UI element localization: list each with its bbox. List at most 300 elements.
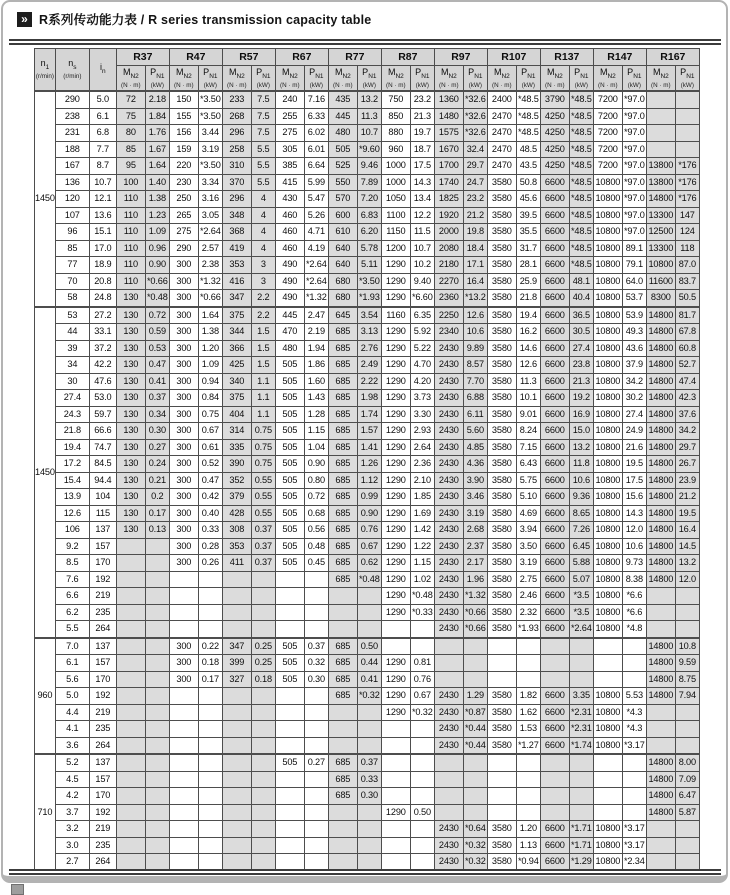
data-cell — [675, 837, 699, 854]
data-cell: *176 — [675, 191, 699, 208]
data-cell: 43.6 — [622, 340, 646, 357]
data-cell: 24.7 — [463, 174, 487, 191]
data-cell — [169, 588, 198, 605]
col-subheader-r67-pn1: $P_{N1}$ (kW) — [304, 66, 328, 92]
data-cell: 1.5 — [251, 357, 275, 374]
data-cell: 30.2 — [622, 390, 646, 407]
data-cell: *2.64 — [198, 224, 222, 241]
data-cell: 2180 — [434, 257, 463, 274]
data-cell: 0.75 — [251, 439, 275, 456]
data-cell: 0.13 — [145, 522, 169, 539]
data-cell: 300 — [169, 324, 198, 341]
data-cell: *3.17 — [622, 821, 646, 838]
data-cell: 480 — [328, 125, 357, 142]
data-cell: *1.71 — [569, 821, 593, 838]
data-cell: *2.31 — [569, 721, 593, 738]
ratio-cell: 8.7 — [89, 158, 116, 175]
data-cell: 404 — [222, 406, 251, 423]
col-header-r97: R97 — [434, 49, 487, 66]
col-header-r167: R167 — [646, 49, 699, 66]
ratio-cell: 37.2 — [89, 340, 116, 357]
data-cell — [463, 671, 487, 688]
data-cell: 81.7 — [675, 307, 699, 324]
data-cell: 10800 — [593, 456, 622, 473]
ns-cell: 77 — [55, 257, 89, 274]
table-row — [35, 91, 700, 108]
table-row — [35, 456, 700, 473]
data-cell: 3.50 — [516, 538, 540, 555]
data-cell: 1290 — [381, 273, 410, 290]
data-cell: 14800 — [646, 522, 675, 539]
table-row — [35, 837, 700, 854]
data-cell: 390 — [222, 456, 251, 473]
data-cell: 3580 — [487, 240, 516, 257]
data-cell: 0.37 — [304, 638, 328, 655]
data-cell: *0.33 — [410, 604, 434, 621]
data-cell — [275, 604, 304, 621]
data-cell: 505 — [275, 357, 304, 374]
data-cell — [516, 788, 540, 805]
data-cell: 156 — [169, 125, 198, 142]
data-cell: *6.6 — [622, 588, 646, 605]
data-cell: 2.68 — [463, 522, 487, 539]
data-cell: 10800 — [593, 721, 622, 738]
data-cell: 7.70 — [463, 373, 487, 390]
data-cell — [622, 771, 646, 788]
data-cell: 21.3 — [569, 373, 593, 390]
data-cell — [622, 638, 646, 655]
data-cell: 2430 — [434, 621, 463, 638]
data-cell: 1.53 — [516, 721, 540, 738]
data-cell: 155 — [169, 108, 198, 125]
ns-cell: 17.2 — [55, 456, 89, 473]
data-cell — [251, 854, 275, 871]
data-cell: 35.5 — [516, 224, 540, 241]
table-row — [35, 324, 700, 341]
ratio-cell: 235 — [89, 604, 116, 621]
data-cell: 0.72 — [304, 489, 328, 506]
data-cell: 5.75 — [516, 472, 540, 489]
data-cell: 7.15 — [516, 439, 540, 456]
data-cell: 1.22 — [410, 538, 434, 555]
data-cell: 5.78 — [357, 240, 381, 257]
data-cell: 32.4 — [463, 141, 487, 158]
data-cell: 0.37 — [145, 390, 169, 407]
data-cell: 10800 — [593, 854, 622, 871]
data-cell: 6.64 — [304, 158, 328, 175]
table-row — [35, 655, 700, 672]
data-cell: 89.1 — [622, 240, 646, 257]
data-cell: 3580 — [487, 837, 516, 854]
data-cell — [169, 837, 198, 854]
data-cell — [434, 771, 463, 788]
data-cell: 3580 — [487, 373, 516, 390]
data-cell: *1.93 — [357, 290, 381, 307]
data-cell: 14.3 — [622, 505, 646, 522]
data-cell: 31.7 — [516, 240, 540, 257]
data-cell: 5.88 — [569, 555, 593, 572]
data-cell: 3580 — [487, 555, 516, 572]
data-cell: 6.11 — [463, 406, 487, 423]
data-cell: 1.1 — [251, 406, 275, 423]
data-cell — [304, 804, 328, 821]
data-cell: 6600 — [540, 240, 569, 257]
data-cell — [410, 737, 434, 754]
data-cell: 10800 — [593, 439, 622, 456]
data-cell — [434, 788, 463, 805]
data-cell: 0.75 — [198, 406, 222, 423]
data-cell: 6.02 — [304, 125, 328, 142]
data-cell — [198, 604, 222, 621]
data-cell: 2470 — [487, 158, 516, 175]
data-cell — [646, 621, 675, 638]
data-cell — [222, 688, 251, 705]
table-row — [35, 821, 700, 838]
data-cell: 8.24 — [516, 423, 540, 440]
data-cell: 300 — [169, 655, 198, 672]
col-subheader-r167-pn1: $P_{N1}$ (kW) — [675, 66, 699, 92]
data-cell: 570 — [328, 191, 357, 208]
data-cell: 1290 — [381, 472, 410, 489]
data-cell — [169, 754, 198, 771]
data-cell: 3580 — [487, 522, 516, 539]
col-subheader-r137-pn1: $P_{N1}$ (kW) — [569, 66, 593, 92]
data-cell — [381, 638, 410, 655]
data-cell: 10800 — [593, 340, 622, 357]
data-cell — [487, 804, 516, 821]
data-cell: 3.34 — [198, 174, 222, 191]
table-row — [35, 273, 700, 290]
data-cell: 1290 — [381, 373, 410, 390]
data-cell: 6.35 — [410, 307, 434, 324]
data-cell: 505 — [275, 522, 304, 539]
data-cell: 685 — [328, 456, 357, 473]
data-cell: *48.5 — [569, 91, 593, 108]
data-cell — [116, 771, 145, 788]
data-cell: 10.7 — [357, 125, 381, 142]
data-cell: 4250 — [540, 158, 569, 175]
data-cell: 0.75 — [251, 456, 275, 473]
data-cell: 600 — [328, 207, 357, 224]
data-cell: 2.19 — [304, 324, 328, 341]
data-cell: 1290 — [381, 522, 410, 539]
data-cell: 8.57 — [463, 357, 487, 374]
data-cell: 3.16 — [198, 191, 222, 208]
ns-cell: 4.2 — [55, 788, 89, 805]
data-cell: 1290 — [381, 406, 410, 423]
data-cell — [646, 821, 675, 838]
data-cell: *0.66 — [145, 273, 169, 290]
ratio-cell: 10.7 — [89, 174, 116, 191]
data-cell — [516, 671, 540, 688]
data-cell: 610 — [328, 224, 357, 241]
data-cell: 14.6 — [516, 340, 540, 357]
data-cell: 21.2 — [675, 489, 699, 506]
data-cell — [593, 638, 622, 655]
ratio-cell: 6.8 — [89, 125, 116, 142]
data-cell — [304, 704, 328, 721]
data-cell — [198, 704, 222, 721]
data-cell: 37.9 — [622, 357, 646, 374]
data-cell: *2.34 — [622, 854, 646, 871]
ratio-cell: 137 — [89, 522, 116, 539]
data-cell: 3.44 — [198, 125, 222, 142]
data-cell: 10800 — [593, 604, 622, 621]
data-cell: 1290 — [381, 688, 410, 705]
table-row — [35, 240, 700, 257]
data-cell: 525 — [328, 158, 357, 175]
table-row — [35, 439, 700, 456]
data-cell: *48.5 — [516, 91, 540, 108]
data-cell: 0.67 — [357, 538, 381, 555]
data-cell: 14800 — [646, 390, 675, 407]
data-cell: 26.7 — [675, 456, 699, 473]
data-cell: 10800 — [593, 588, 622, 605]
n1-group-cell: 710 — [35, 754, 56, 870]
data-cell: 1.86 — [304, 357, 328, 374]
data-cell — [540, 804, 569, 821]
data-cell: 1100 — [381, 207, 410, 224]
col-subheader-r37-mn2: $M_{N2}$ (N · m) — [116, 66, 145, 92]
ns-cell: 238 — [55, 108, 89, 125]
table-row — [35, 737, 700, 754]
ns-cell: 15.4 — [55, 472, 89, 489]
data-cell: 6600 — [540, 224, 569, 241]
data-cell: 6600 — [540, 307, 569, 324]
col-header-r147: R147 — [593, 49, 646, 66]
ratio-cell: 157 — [89, 538, 116, 555]
data-cell: 7200 — [593, 91, 622, 108]
data-cell: 300 — [169, 538, 198, 555]
data-cell: 0.17 — [198, 671, 222, 688]
data-cell — [381, 854, 410, 871]
data-cell — [410, 754, 434, 771]
data-cell: 0.84 — [198, 390, 222, 407]
data-cell: 3580 — [487, 456, 516, 473]
table-row — [35, 357, 700, 374]
ratio-cell: 264 — [89, 737, 116, 754]
data-cell: 6600 — [540, 588, 569, 605]
data-cell — [622, 804, 646, 821]
data-cell — [145, 854, 169, 871]
data-cell: 6.20 — [357, 224, 381, 241]
data-cell: 43.5 — [516, 158, 540, 175]
data-cell: 1.74 — [357, 406, 381, 423]
data-cell: 685 — [328, 324, 357, 341]
data-cell: 5.26 — [304, 207, 328, 224]
data-cell: 0.32 — [304, 655, 328, 672]
data-cell: *6.60 — [410, 290, 434, 307]
data-cell: 110 — [116, 224, 145, 241]
data-cell: 0.30 — [304, 671, 328, 688]
data-cell — [516, 655, 540, 672]
col-subheader-r97-pn1: $P_{N1}$ (kW) — [463, 66, 487, 92]
ratio-cell: 5.0 — [89, 91, 116, 108]
data-cell: 1290 — [381, 655, 410, 672]
data-cell: 10800 — [593, 472, 622, 489]
data-cell: 10800 — [593, 290, 622, 307]
data-cell — [410, 721, 434, 738]
data-cell: 2430 — [434, 357, 463, 374]
data-cell: 2430 — [434, 555, 463, 572]
data-cell: 2430 — [434, 472, 463, 489]
data-cell: 10800 — [593, 257, 622, 274]
ratio-cell: 157 — [89, 655, 116, 672]
col-subheader-r57-mn2: $M_{N2}$ (N · m) — [222, 66, 251, 92]
data-cell: 3580 — [487, 704, 516, 721]
data-cell: 2430 — [434, 406, 463, 423]
data-cell — [275, 571, 304, 588]
data-cell — [304, 837, 328, 854]
data-cell — [251, 588, 275, 605]
data-cell: *0.32 — [410, 704, 434, 721]
data-cell: 12.0 — [622, 522, 646, 539]
data-cell — [487, 788, 516, 805]
data-cell: 0.34 — [145, 406, 169, 423]
data-cell — [569, 771, 593, 788]
data-cell: 5.07 — [569, 571, 593, 588]
data-cell: 0.33 — [357, 771, 381, 788]
data-cell: 379 — [222, 489, 251, 506]
data-cell: 14800 — [646, 357, 675, 374]
data-cell: 3580 — [487, 174, 516, 191]
data-cell: 34.2 — [675, 423, 699, 440]
data-cell: 34.2 — [622, 373, 646, 390]
table-row — [35, 505, 700, 522]
data-cell: 0.47 — [198, 472, 222, 489]
data-cell: 0.37 — [251, 538, 275, 555]
data-cell — [169, 788, 198, 805]
ratio-cell: 170 — [89, 788, 116, 805]
data-cell: 1290 — [381, 804, 410, 821]
data-cell: 296 — [222, 191, 251, 208]
table-row — [35, 125, 700, 142]
data-cell: *48.5 — [516, 125, 540, 142]
data-cell: 9.01 — [516, 406, 540, 423]
data-cell — [675, 91, 699, 108]
data-cell: 9.36 — [569, 489, 593, 506]
data-cell — [675, 621, 699, 638]
data-cell: 130 — [116, 307, 145, 324]
data-cell: 0.26 — [198, 555, 222, 572]
data-cell: 4250 — [540, 108, 569, 125]
data-cell — [116, 737, 145, 754]
data-cell: 95 — [116, 158, 145, 175]
data-cell: 15.6 — [622, 489, 646, 506]
data-cell: 425 — [222, 357, 251, 374]
data-cell — [328, 821, 357, 838]
data-cell: 460 — [275, 240, 304, 257]
data-cell — [328, 854, 357, 871]
data-cell: 1.13 — [516, 837, 540, 854]
col-subheader-r37-pn1: $P_{N1}$ (kW) — [145, 66, 169, 92]
data-cell: 10800 — [593, 837, 622, 854]
data-cell: 750 — [381, 91, 410, 108]
data-cell — [145, 538, 169, 555]
data-cell: 4 — [251, 240, 275, 257]
data-cell: 0.75 — [251, 423, 275, 440]
capacity-table — [34, 48, 700, 871]
ns-cell: 5.5 — [55, 621, 89, 638]
data-cell: 0.30 — [357, 788, 381, 805]
n1-group-cell: 1450 — [35, 307, 56, 638]
data-cell: 1.76 — [145, 125, 169, 142]
table-row — [35, 704, 700, 721]
data-cell: 1.84 — [145, 108, 169, 125]
data-cell: 2.75 — [516, 571, 540, 588]
data-cell: 100 — [116, 174, 145, 191]
data-cell: 340 — [222, 373, 251, 390]
ratio-cell: 219 — [89, 588, 116, 605]
data-cell: 6600 — [540, 604, 569, 621]
data-cell — [145, 638, 169, 655]
data-cell: 0.42 — [198, 489, 222, 506]
data-cell: 685 — [328, 655, 357, 672]
data-cell: 375 — [222, 307, 251, 324]
data-cell: 275 — [169, 224, 198, 241]
data-cell: *97.0 — [622, 108, 646, 125]
data-cell: 4250 — [540, 141, 569, 158]
data-cell — [622, 754, 646, 771]
data-cell: 10.6 — [569, 472, 593, 489]
data-cell: 10800 — [593, 373, 622, 390]
data-cell: 1.96 — [463, 571, 487, 588]
ns-cell: 5.6 — [55, 671, 89, 688]
data-cell: 6600 — [540, 854, 569, 871]
data-cell: 3.90 — [463, 472, 487, 489]
data-cell — [116, 555, 145, 572]
data-cell: 305 — [275, 141, 304, 158]
data-cell: 3580 — [487, 257, 516, 274]
data-cell: 1740 — [434, 174, 463, 191]
data-cell: 0.37 — [251, 555, 275, 572]
data-cell: 0.17 — [145, 505, 169, 522]
data-cell: 335 — [222, 439, 251, 456]
data-cell: 0.76 — [357, 522, 381, 539]
data-cell: 505 — [275, 489, 304, 506]
table-row — [35, 423, 700, 440]
data-cell: 505 — [275, 655, 304, 672]
data-cell — [328, 804, 357, 821]
table-row — [35, 522, 700, 539]
table-row — [35, 804, 700, 821]
data-cell — [116, 721, 145, 738]
page-title: R系列传动能力表 / R series transmission capacity table — [39, 13, 372, 27]
data-cell — [357, 588, 381, 605]
data-cell: 6.88 — [463, 390, 487, 407]
data-cell: 23.2 — [463, 191, 487, 208]
data-cell — [116, 655, 145, 672]
data-cell: 0.55 — [251, 472, 275, 489]
data-cell: 1290 — [381, 390, 410, 407]
data-cell — [304, 854, 328, 871]
data-cell: 3.73 — [410, 390, 434, 407]
col-subheader-r97-mn2: $M_{N2}$ (N · m) — [434, 66, 463, 92]
data-cell: 14800 — [646, 307, 675, 324]
data-cell: 23.2 — [410, 91, 434, 108]
data-cell: 411 — [222, 555, 251, 572]
data-cell: 1290 — [381, 290, 410, 307]
data-cell — [381, 621, 410, 638]
data-cell — [198, 804, 222, 821]
title-divider-top — [9, 39, 721, 41]
data-cell: 2.2 — [251, 307, 275, 324]
data-cell: 6600 — [540, 273, 569, 290]
data-cell: 445 — [275, 307, 304, 324]
data-cell — [381, 737, 410, 754]
data-cell: 10800 — [593, 489, 622, 506]
data-cell: *3.50 — [198, 158, 222, 175]
